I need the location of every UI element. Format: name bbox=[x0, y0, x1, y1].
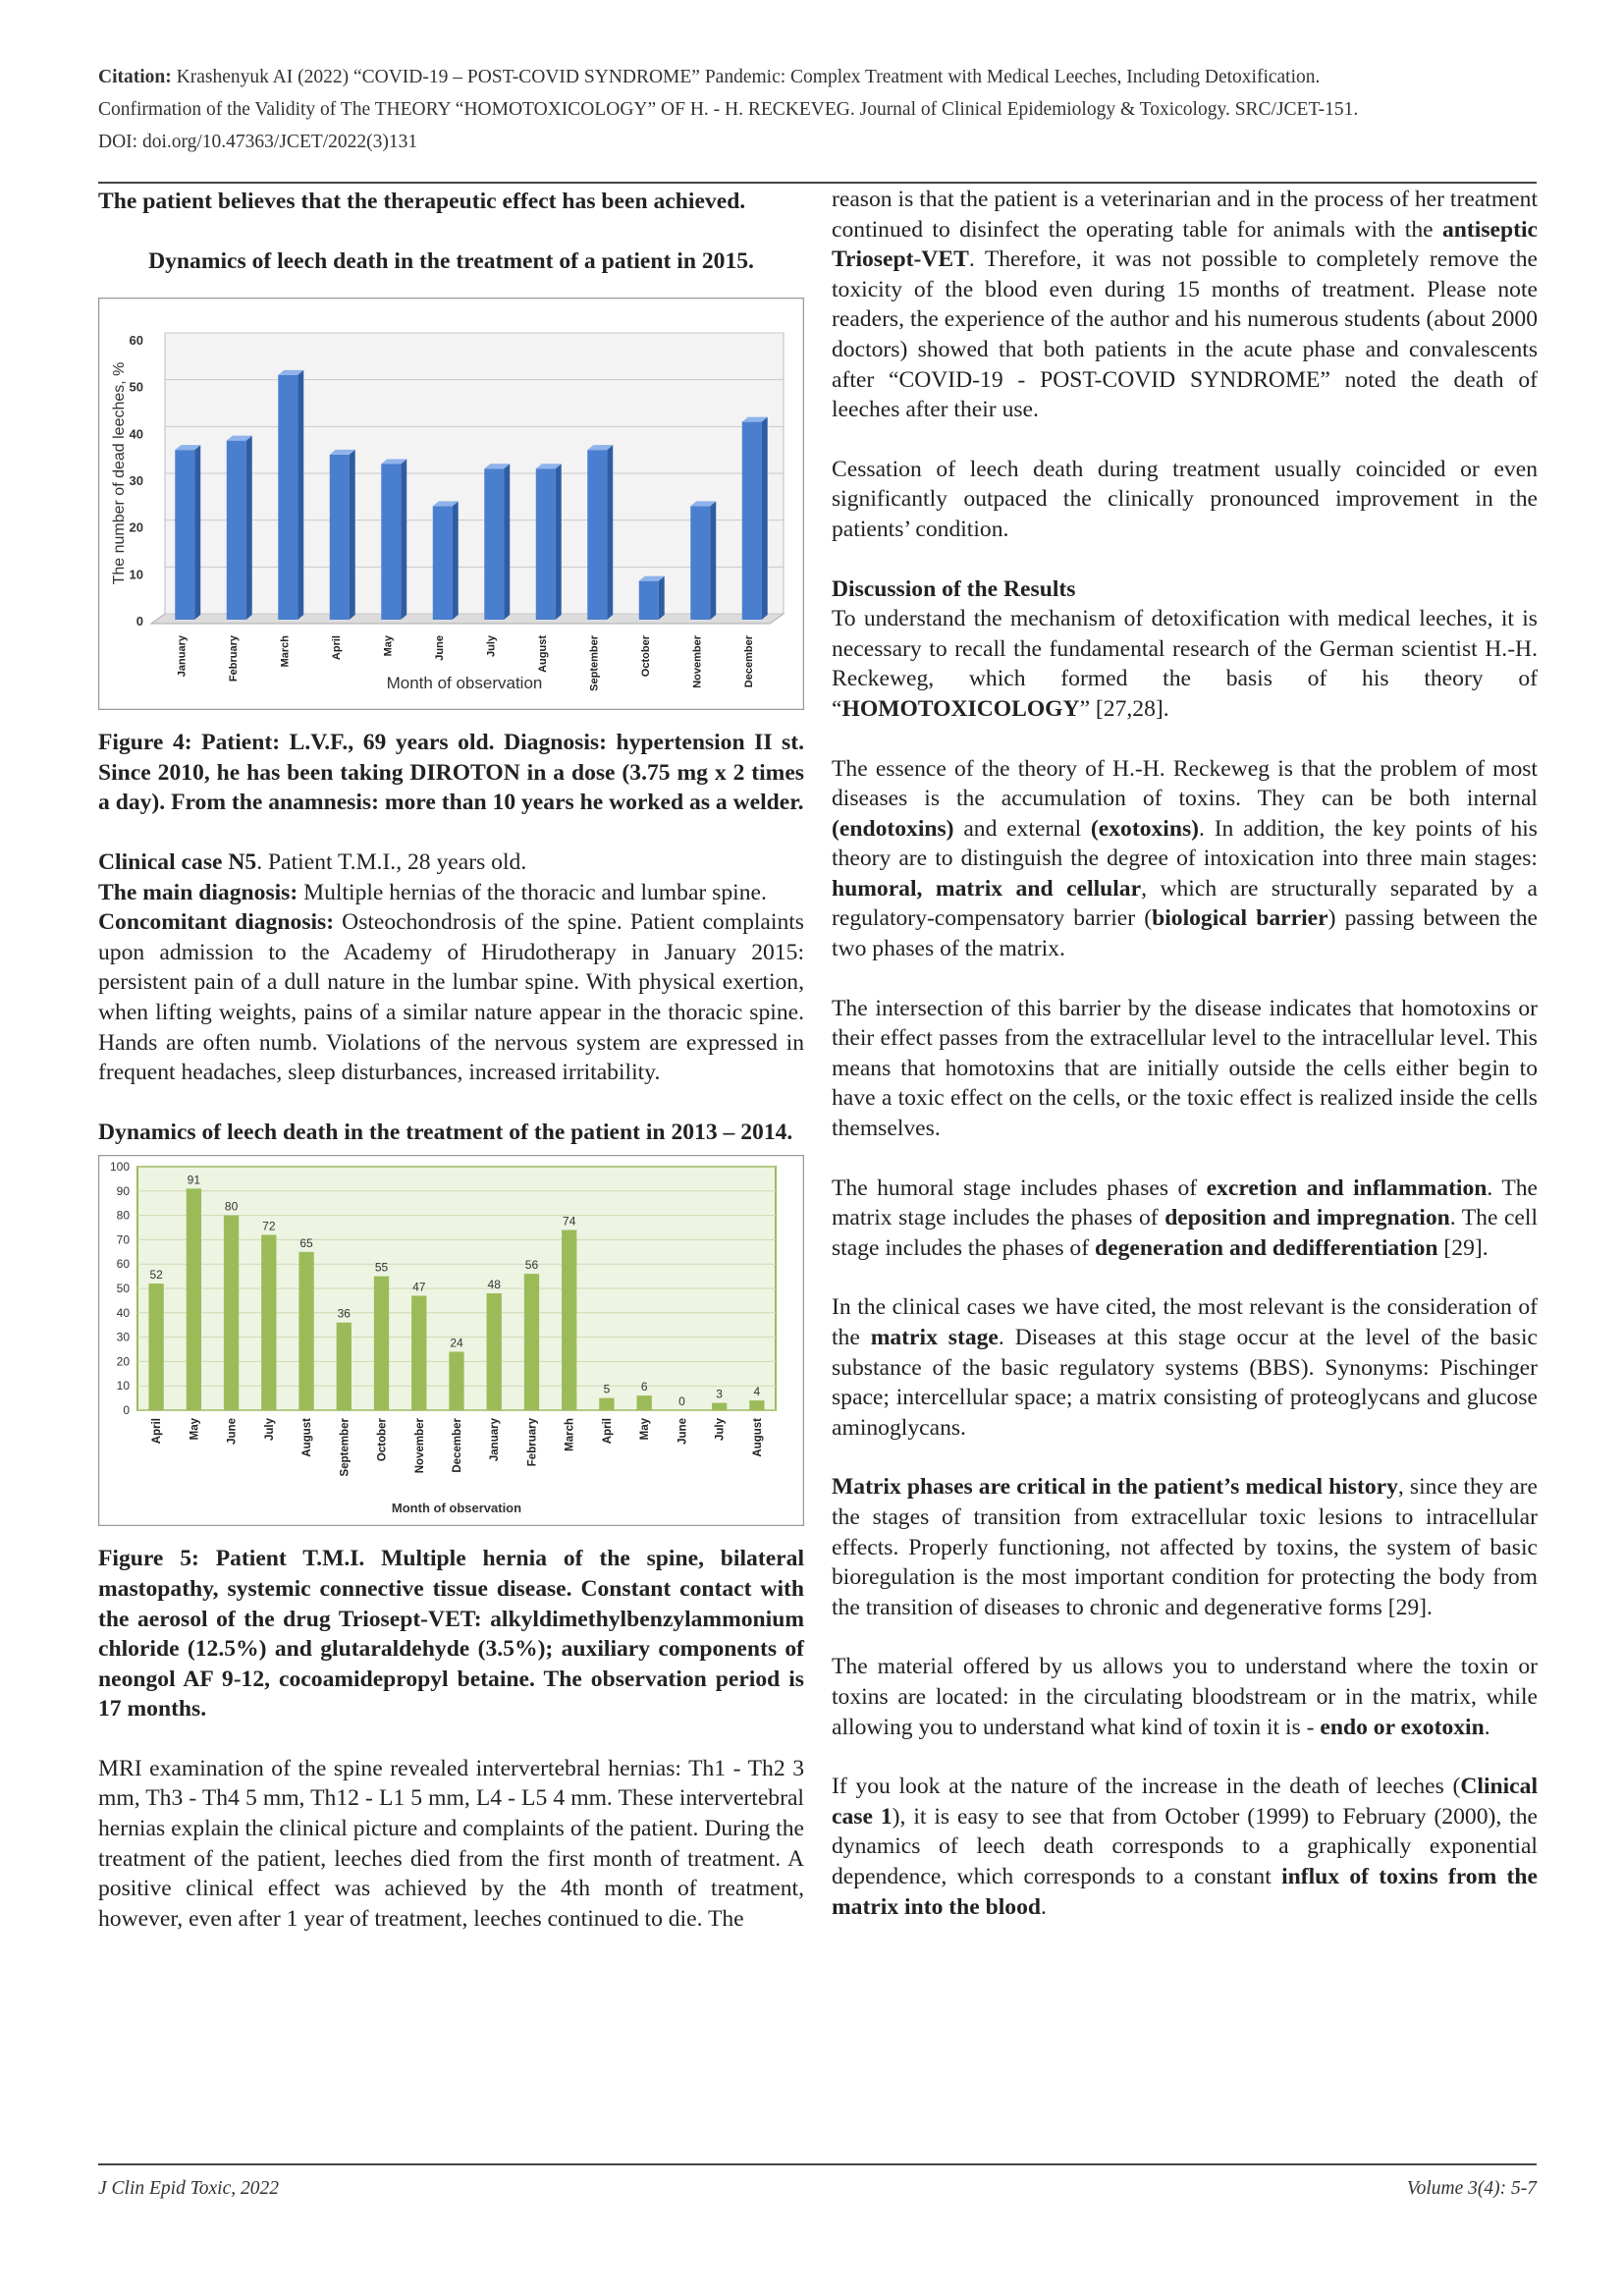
chart2-xtick-label: July bbox=[263, 1418, 276, 1442]
text-run: . bbox=[1484, 1714, 1490, 1740]
chart2-xtick-label: May bbox=[639, 1418, 652, 1441]
chart2-data-label: 80 bbox=[224, 1199, 239, 1214]
main-diagnosis bbox=[98, 878, 804, 908]
chart2-xtick-label: June bbox=[677, 1418, 689, 1446]
antiseptic-bold: antiseptic Triosept-VET bbox=[832, 216, 1538, 273]
text-run: and external bbox=[953, 815, 1091, 842]
chart1-bar-front bbox=[587, 450, 607, 620]
text-run: ” [27,28]. bbox=[1079, 695, 1169, 722]
chart1-bar-side bbox=[246, 436, 252, 620]
deposition-bold: deposition and impregnation bbox=[1164, 1205, 1450, 1231]
text-run: reason is that the patient is a veterinarian and in the process of her treatment continued to disinfect the operating table for animals with the bbox=[832, 187, 1538, 243]
figure4-caption: Figure 4: Patient: L.V.F., 69 years old. Diagnosis: hypertension II st. Since 2010, he has been taking DIROTON in a dose (3.75 mg x 2 times a day). From the anamnesis: more than 10 years he worked as a welder. bbox=[98, 730, 804, 816]
left-column bbox=[98, 187, 804, 1934]
chart1-bar bbox=[175, 445, 200, 620]
chart2-bar bbox=[562, 1230, 576, 1411]
matrix-stage-bold: matrix stage bbox=[870, 1325, 999, 1350]
chart1-bar-front bbox=[742, 422, 762, 620]
chart1-bar-front bbox=[175, 450, 194, 620]
chart1-bar-side bbox=[659, 576, 665, 620]
figure4-chart bbox=[98, 298, 804, 710]
chart2-xtick-label: January bbox=[489, 1418, 502, 1462]
chart2-xtick-label: April bbox=[151, 1418, 164, 1445]
chart2-data-label: 24 bbox=[450, 1336, 463, 1350]
chart1-bar bbox=[587, 445, 613, 620]
chart2-xtick-label: May bbox=[189, 1418, 201, 1441]
chart2-data-label: 48 bbox=[487, 1278, 501, 1292]
chart1-xtick-label: November bbox=[691, 635, 704, 688]
chart2-bar bbox=[749, 1400, 764, 1410]
chart2-ytick-label: 80 bbox=[116, 1208, 130, 1223]
chart1-bar-front bbox=[381, 465, 401, 621]
chart2-ytick-label: 30 bbox=[116, 1330, 130, 1344]
chart2-data-label: 72 bbox=[262, 1219, 276, 1233]
matrix-phases-bold: Matrix phases are critical in the patient’s medical history bbox=[832, 1474, 1398, 1501]
chart1-ytick-label: 0 bbox=[135, 614, 143, 629]
chart1-bar-side bbox=[453, 502, 459, 621]
chart2-data-label: 47 bbox=[412, 1280, 426, 1294]
chart1-ytick-label: 30 bbox=[129, 473, 143, 489]
text-run: . In addition, the key points of his theory are to distinguish the degree of intoxication into three main stages: bbox=[832, 815, 1538, 872]
citation-text-1: Krashenyuk AI (2022) “COVID-19 – POST-COVID SYNDROME” Pandemic: Complex Treatment with Medical Leeches, Including Detoxification. bbox=[176, 67, 1321, 87]
chart2-ytick-label: 90 bbox=[116, 1184, 130, 1199]
chart1-xtick-label: July bbox=[485, 635, 498, 658]
footer-volume: Volume 3(4): 5-7 bbox=[1406, 2178, 1537, 2199]
case-title: Clinical case N5 bbox=[98, 848, 257, 875]
chart2-xtick-label: August bbox=[751, 1418, 764, 1457]
right-column bbox=[832, 185, 1538, 1922]
chart1-bar bbox=[433, 502, 459, 621]
chart2-data-label: 56 bbox=[524, 1258, 539, 1273]
chart1-xtick-label: December bbox=[742, 635, 755, 688]
chart2-data-label: 5 bbox=[603, 1382, 611, 1396]
chart2-data-label: 91 bbox=[187, 1173, 201, 1187]
biological-barrier-bold: biological barrier bbox=[1152, 905, 1328, 932]
chart2-bar bbox=[261, 1235, 276, 1411]
text-run: In the clinical cases we have cited, the most relevant is the consideration of the bbox=[832, 1294, 1538, 1350]
citation-line-1 bbox=[98, 61, 1537, 93]
chart1-ytick-label: 20 bbox=[129, 519, 143, 535]
chart1-bar-side bbox=[401, 460, 406, 621]
chart1-bar-side bbox=[504, 464, 510, 620]
chart1-bar-side bbox=[607, 445, 613, 620]
chart2-xtick-label: November bbox=[413, 1418, 426, 1474]
chart1-bar-side bbox=[194, 445, 200, 620]
clinical-case-5 bbox=[98, 847, 804, 878]
mri-paragraph: MRI examination of the spine revealed intervertebral hernias: Th1 - Th2 3 mm, Th3 - Th4 5 mm, Th12 - L1 5 mm, L4 - L5 4 mm. These intervertebral hernias explain the clinical picture and complaints of the patient. During the treatment of the patient, leeches died from the first month of treatment. A positive clinical effect was achieved by the 4th month of treatment, however, even after 1 year of treatment, leeches continued to die. The bbox=[98, 1755, 804, 1932]
chart1-bar-side bbox=[710, 502, 716, 621]
text-run: . Therefore, it was not possible to completely remove the toxicity of the blood even during 15 months of treatment. Please note readers, the experience of the author and his numerous students (about 2000 doctors) showed that both patients in the acute phase and convalescents after “COVID-19 - POST-COVID SYNDROME” noted the death of leeches after their use. bbox=[832, 246, 1538, 423]
material-paragraph bbox=[832, 1652, 1538, 1742]
chart2-xtick-label: June bbox=[226, 1418, 239, 1446]
chart2-xtick-label: October bbox=[376, 1418, 389, 1462]
chart1-bar-front bbox=[330, 455, 350, 620]
chart2-data-label: 0 bbox=[678, 1394, 685, 1409]
text-run: The material offered by us allows you to understand where the toxin or toxins are located: in the circulating bloodstream or in the matrix, while allowing you to understand what kind of toxin it is - bbox=[832, 1654, 1538, 1740]
chart2-bar bbox=[524, 1274, 539, 1410]
text-run: To understand the mechanism of detoxification with medical leeches, it is necessary to recall the fundamental research of the German scientist H.-H. Reckeweg, which formed the basis of his theory of “ bbox=[832, 606, 1538, 722]
concomitant-diagnosis-text: Osteochondrosis of the spine. Patient complaints upon admission to the Academy of Hirudotherapy in January 2015: persistent pain of a dull nature in the lumbar spine. With physical exertion, when lifting weights, pains of a similar nature appear in the thoracic spine. Hands are often numb. Violations of the nervous system are expressed in frequent headaches, sleep disturbances, increased irritability. bbox=[98, 909, 804, 1086]
chart2-ytick-label: 50 bbox=[116, 1282, 130, 1296]
chart1-ytick-label: 60 bbox=[129, 333, 143, 349]
homotoxicology-bold: HOMOTOXICOLOGY bbox=[841, 695, 1080, 722]
citation-line-2: Confirmation of the Validity of The THEORY “HOMOTOXICOLOGY” OF H. - H. RECKEVEG. Journal of Clinical Epidemiology & Toxicology. SRC/JCET-151. bbox=[98, 99, 1359, 120]
chart2-ytick-label: 60 bbox=[116, 1257, 130, 1272]
chart1-bar bbox=[381, 460, 406, 621]
chart2-ytick-label: 100 bbox=[109, 1160, 130, 1175]
influx-bold: influx of toxins from the matrix into the blood bbox=[832, 1863, 1538, 1920]
chart1-ytick-label: 10 bbox=[129, 567, 143, 582]
text-run: The essence of the theory of H.-H. Reckeweg is that the problem of most diseases is the accumulation of toxins. They can be both internal bbox=[832, 755, 1538, 812]
mechanism-paragraph bbox=[832, 604, 1538, 724]
text-run: [29]. bbox=[1437, 1234, 1489, 1261]
excretion-bold: excretion and inflammation bbox=[1206, 1175, 1488, 1201]
chart1-xtick-label: March bbox=[279, 635, 292, 668]
text-run: ) passing between the two phases of the matrix. bbox=[832, 905, 1538, 962]
citation-block bbox=[98, 61, 1537, 158]
chart1-ylabel: The number of dead leeches, % bbox=[111, 361, 128, 585]
stages-bold: humoral, matrix and cellular bbox=[832, 875, 1142, 902]
degeneration-bold: degeneration and dedifferentiation bbox=[1094, 1234, 1438, 1261]
chart2-bar bbox=[298, 1252, 313, 1410]
chart2-bar bbox=[411, 1296, 426, 1411]
chart2-xtick-label: March bbox=[564, 1418, 576, 1452]
chart1-xtick-label: February bbox=[227, 635, 240, 683]
chart2-bar bbox=[337, 1323, 352, 1410]
chart2-ytick-label: 0 bbox=[123, 1403, 130, 1418]
text-run: . The cell stage includes the phases of bbox=[832, 1205, 1538, 1261]
endo-exotoxin-bold: endo or exotoxin bbox=[1320, 1714, 1485, 1740]
chart1-xtick-label: August bbox=[536, 635, 549, 674]
chart2-data-label: 4 bbox=[753, 1385, 761, 1399]
chart1-bar bbox=[690, 502, 716, 621]
chart1-bar bbox=[330, 450, 355, 620]
chart1-bar-front bbox=[278, 375, 298, 620]
chart2-bar bbox=[224, 1216, 239, 1410]
chart1-bar bbox=[278, 370, 303, 620]
chart1-bar-side bbox=[762, 417, 768, 620]
barrier-intersection-paragraph: The intersection of this barrier by the disease indicates that homotoxins or their effect passes from the extracellular level to the intracellular level. This means that homotoxins that are initially outside the cells either begin to have a toxic effect on the cells, or the toxic effect is realized inside the cells themselves. bbox=[832, 995, 1538, 1142]
header-rule bbox=[98, 182, 1537, 184]
matrix-phases-paragraph bbox=[832, 1472, 1538, 1622]
theory-essence-paragraph bbox=[832, 754, 1538, 964]
figure4-svg bbox=[98, 298, 804, 710]
text-run: The humoral stage includes phases of bbox=[832, 1175, 1207, 1201]
figure5-heading: Dynamics of leech death in the treatment of the patient in 2013 – 2014. bbox=[98, 1119, 793, 1145]
text-run: , which are structurally separated by a regulatory-compensatory barrier ( bbox=[832, 875, 1538, 932]
chart2-xtick-label: August bbox=[301, 1418, 314, 1457]
chart1-bar bbox=[742, 417, 768, 620]
citation-doi: DOI: doi.org/10.47363/JCET/2022(3)131 bbox=[98, 132, 418, 152]
chart1-bar-side bbox=[350, 450, 355, 620]
clinical-case-1-bold: Clinical case 1 bbox=[832, 1774, 1538, 1830]
figure5-svg bbox=[98, 1155, 804, 1526]
text-run: . Diseases at this stage occur at the level of the basic substance of the basic regulatory systems (BBS). Synonyms: Pischinger space; intercellular space; a matrix consisting of proteoglycans and glucose aminoglycans. bbox=[832, 1325, 1538, 1441]
chart1-bar-side bbox=[298, 370, 303, 620]
cessation-paragraph: Cessation of leech death during treatment usually coincided or even significantly outpaced the clinically pronounced improvement in the patients’ condition. bbox=[832, 456, 1538, 542]
discussion-heading: Discussion of the Results bbox=[832, 575, 1076, 602]
chart2-xtick-label: April bbox=[601, 1418, 614, 1445]
chart2-data-label: 74 bbox=[563, 1214, 576, 1229]
chart1-bar-front bbox=[536, 468, 556, 620]
chart1-xtick-label: January bbox=[176, 635, 189, 678]
chart2-data-label: 65 bbox=[299, 1236, 313, 1251]
chart1-bar bbox=[227, 436, 252, 620]
text-run: ), it is easy to see that from October (1999) to February (2000), the dynamics of leech death corresponds to a graphically exponential dependence, which corresponds to a constant bbox=[832, 1803, 1538, 1889]
concomitant-diagnosis-label: Concomitant diagnosis: bbox=[98, 909, 335, 936]
chart1-xlabel: Month of observation bbox=[386, 674, 543, 693]
veterinarian-paragraph bbox=[832, 185, 1538, 425]
text-run: . The matrix stage includes the phases of bbox=[832, 1175, 1538, 1231]
chart1-ytick-label: 40 bbox=[129, 426, 143, 442]
case-title-rest: . Patient T.M.I., 28 years old. bbox=[256, 848, 527, 875]
matrix-stage-paragraph bbox=[832, 1292, 1538, 1443]
chart1-xtick-label: October bbox=[639, 635, 652, 678]
main-diagnosis-label: The main diagnosis: bbox=[98, 879, 298, 905]
chart2-ytick-label: 70 bbox=[116, 1232, 130, 1247]
chart1-ytick-label: 50 bbox=[129, 379, 143, 395]
chart2-xtick-label: December bbox=[452, 1418, 463, 1473]
main-diagnosis-text: Multiple hernias of the thoracic and lumbar spine. bbox=[298, 879, 767, 905]
humoral-stage-paragraph bbox=[832, 1174, 1538, 1264]
chart1-bar-front bbox=[639, 581, 659, 620]
clinical-case-1-paragraph bbox=[832, 1772, 1538, 1922]
chart2-bar bbox=[449, 1352, 463, 1411]
chart2-data-label: 36 bbox=[337, 1307, 351, 1322]
chart1-xtick-label: September bbox=[588, 635, 601, 692]
chart2-ytick-label: 40 bbox=[116, 1306, 130, 1321]
chart2-ytick-label: 10 bbox=[116, 1379, 130, 1394]
chart1-bar-front bbox=[484, 468, 504, 620]
chart2-data-label: 55 bbox=[374, 1260, 389, 1275]
chart2-xlabel: Month of observation bbox=[391, 1501, 522, 1516]
chart2-bar bbox=[487, 1293, 502, 1410]
chart2-data-label: 3 bbox=[716, 1387, 723, 1401]
chart2-bar bbox=[637, 1395, 652, 1410]
chart1-xtick-label: May bbox=[382, 635, 395, 657]
concomitant-diagnosis bbox=[98, 907, 804, 1088]
chart2-xtick-label: September bbox=[339, 1418, 352, 1477]
citation-label: Citation: bbox=[98, 67, 172, 87]
chart2-bar bbox=[148, 1284, 163, 1410]
exotoxins-bold: (exotoxins) bbox=[1090, 815, 1200, 842]
chart1-bar-front bbox=[433, 507, 453, 621]
chart1-xtick-label: April bbox=[330, 635, 343, 661]
footer-rule bbox=[98, 2163, 1537, 2165]
figure5-chart bbox=[98, 1155, 804, 1526]
chart1-bar bbox=[639, 576, 665, 620]
chart2-ytick-label: 20 bbox=[116, 1354, 130, 1369]
chart2-bar bbox=[599, 1398, 614, 1410]
chart2-bar bbox=[712, 1403, 727, 1410]
footer-journal: J Clin Epid Toxic, 2022 bbox=[98, 2178, 279, 2199]
text-run: If you look at the nature of the increase in the death of leeches ( bbox=[832, 1774, 1461, 1800]
chart2-bar bbox=[187, 1189, 201, 1411]
therapeutic-effect-paragraph: The patient believes that the therapeutic effect has been achieved. bbox=[98, 189, 746, 214]
chart2-bar bbox=[374, 1277, 389, 1410]
chart2-data-label: 6 bbox=[640, 1380, 648, 1394]
chart2-data-label: 52 bbox=[149, 1268, 163, 1283]
chart1-bar-front bbox=[227, 441, 246, 620]
chart1-bar-front bbox=[690, 507, 710, 621]
figure5-caption: Figure 5: Patient T.M.I. Multiple hernia of the spine, bilateral mastopathy, systemic connective tissue disease. Constant contact with the aerosol of the drug Triosept-VET: alkyldimethylbenzylammonium chloride (12.5%) and glutaraldehyde (3.5%); auxiliary components of neongol AF 9-12, cocoamidepropyl betaine. The observation period is 17 months. bbox=[98, 1546, 804, 1722]
figure4-heading: Dynamics of leech death in the treatment of a patient in 2015. bbox=[148, 247, 754, 274]
chart1-bar bbox=[536, 464, 562, 620]
chart2-xtick-label: July bbox=[714, 1418, 727, 1442]
chart1-xtick-label: June bbox=[433, 635, 446, 661]
chart1-bar bbox=[484, 464, 510, 620]
chart2-xtick-label: February bbox=[526, 1418, 539, 1467]
text-run: , since they are the stages of transition from extracellular toxic lesions to intracellular effects. Properly functioning, not affected by toxins, the system of basic bioregulation is the most important condition for protecting the body from the transition of diseases to chronic and degenerative forms [29]. bbox=[832, 1474, 1539, 1620]
chart1-bar-side bbox=[556, 464, 562, 620]
text-run: . bbox=[1041, 1893, 1047, 1920]
endotoxins-bold: (endotoxins) bbox=[832, 815, 954, 842]
